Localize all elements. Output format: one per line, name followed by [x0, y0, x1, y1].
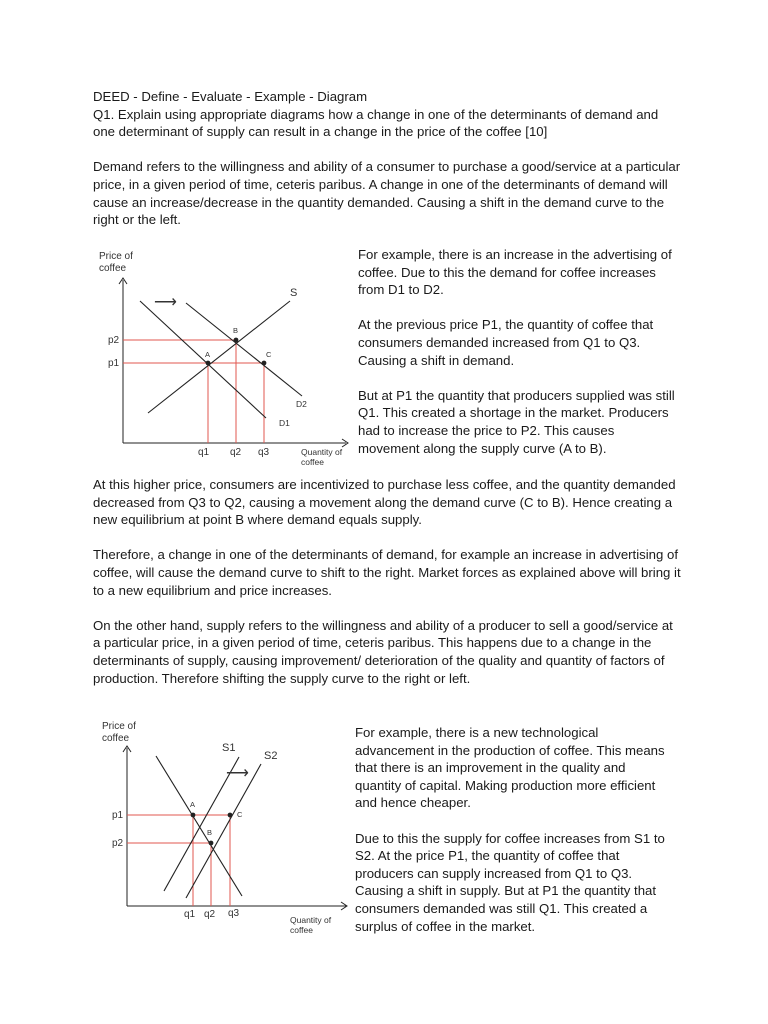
label-q3: q3 — [228, 908, 240, 919]
x-axis-label: Quantity of — [301, 447, 343, 457]
side2-paragraph-1: For example, there is a new technological advancement in the production of coffee. This means that there is an improvement in the quality and quantity of capital. Making production more efficient and hence cheaper. — [355, 725, 665, 811]
label-d2: D2 — [296, 399, 307, 409]
point-a — [206, 361, 211, 366]
y-axis-label: Price of — [102, 721, 136, 732]
point-c — [228, 813, 233, 818]
supply-shift-diagram — [96, 716, 350, 940]
y-axis-label: Price of — [99, 251, 133, 262]
point-b — [209, 841, 214, 846]
label-q1: q1 — [198, 447, 210, 458]
point-c — [262, 361, 267, 366]
shift-arrow-icon: ⟶ — [154, 294, 177, 311]
label-q3: q3 — [258, 447, 270, 458]
demand-shift-diagram — [96, 246, 352, 474]
label-s: S — [290, 287, 298, 299]
label-q2: q2 — [230, 447, 242, 458]
point-a — [191, 813, 196, 818]
example-text-1 — [358, 246, 678, 457]
label-s2: S2 — [264, 750, 278, 762]
label-p2: p2 — [112, 838, 124, 849]
label-p1: p1 — [112, 810, 124, 821]
label-c: C — [266, 350, 272, 359]
supply-definition-paragraph: On the other hand, supply refers to the willingness and ability of a producer to sell a good/service at a particular price, in a given period of time, ceteris paribus. This happens due to a change in the determinants of supply, causing improvement/ deterioration of the quality and quantity of factors of production. Therefore shifting the supply curve to the right or left. — [93, 617, 673, 686]
document-page — [93, 88, 683, 229]
therefore-paragraph: Therefore, a change in one of the determinants of demand, for example an increase in advertising of coffee, will cause the demand curve to shift to the right. Market forces as explained above will bring it to a new equilibrium and price increases. — [93, 547, 681, 598]
side1-paragraph-3: But at P1 the quantity that producers supplied was still Q1. This created a shortage in the market. Producers had to increase the price to P2. This causes movement along the supply curve (A to B). — [358, 387, 675, 456]
label-p1: p1 — [108, 358, 120, 369]
label-q1: q1 — [184, 909, 196, 920]
higher-price-paragraph: At this higher price, consumers are incentivized to purchase less coffee, and the quantity demanded decreased from Q3 to Q2, causing a movement along the demand curve (C to B). Hence creating a new equilibrium at point B where demand equals supply. — [93, 477, 676, 528]
y-axis-label: coffee — [99, 263, 127, 274]
label-s1: S1 — [222, 742, 236, 754]
label-a: A — [205, 350, 211, 359]
label-b: B — [233, 326, 239, 335]
label-q2: q2 — [204, 909, 216, 920]
label-p2: p2 — [108, 335, 120, 346]
label-b: B — [207, 828, 213, 837]
x-axis-label: coffee — [290, 925, 314, 935]
x-axis-label: coffee — [301, 457, 325, 467]
demand-curve-d1 — [140, 301, 266, 418]
question-text: Q1. Explain using appropriate diagrams how a change in one of the determinants of demand and one determinant of supply can result in a change in the price of the coffee [10] — [93, 106, 659, 140]
x-axis-label: Quantity of — [290, 915, 332, 925]
label-d1: D1 — [279, 418, 290, 428]
side1-paragraph-1: For example, there is an increase in the advertising of coffee. Due to this the demand for coffee increases from D1 to D2. — [358, 247, 672, 298]
document-middle — [93, 476, 683, 687]
point-b — [234, 338, 239, 343]
y-axis-label: coffee — [102, 733, 130, 744]
shift-arrow-icon: ⟶ — [226, 765, 249, 782]
example-text-2 — [355, 724, 675, 935]
demand-curve-d2 — [186, 303, 302, 396]
side1-paragraph-2: At the previous price P1, the quantity of coffee that consumers demanded increased from Q1 to Q3. Causing a shift in demand. — [358, 317, 654, 368]
demand-definition-paragraph: Demand refers to the willingness and ability of a consumer to purchase a good/service at a particular price, in a given period of time, ceteris paribus. A change in one of the determinants of demand will cause an increase/decrease in the quantity demanded. Causing a shift in the demand curve to the right or the left. — [93, 159, 681, 228]
deed-heading: DEED - Define - Evaluate - Example - Diagram — [93, 89, 368, 104]
label-a: A — [190, 800, 196, 809]
side2-paragraph-2: Due to this the supply for coffee increases from S1 to S2. At the price P1, the quantity of coffee that producers can supply increased from Q1 to Q3. Causing a shift in supply. But at P1 the quantity that consumers demanded was still Q1. This created a surplus of coffee in the market. — [355, 830, 665, 934]
label-c: C — [237, 810, 243, 819]
